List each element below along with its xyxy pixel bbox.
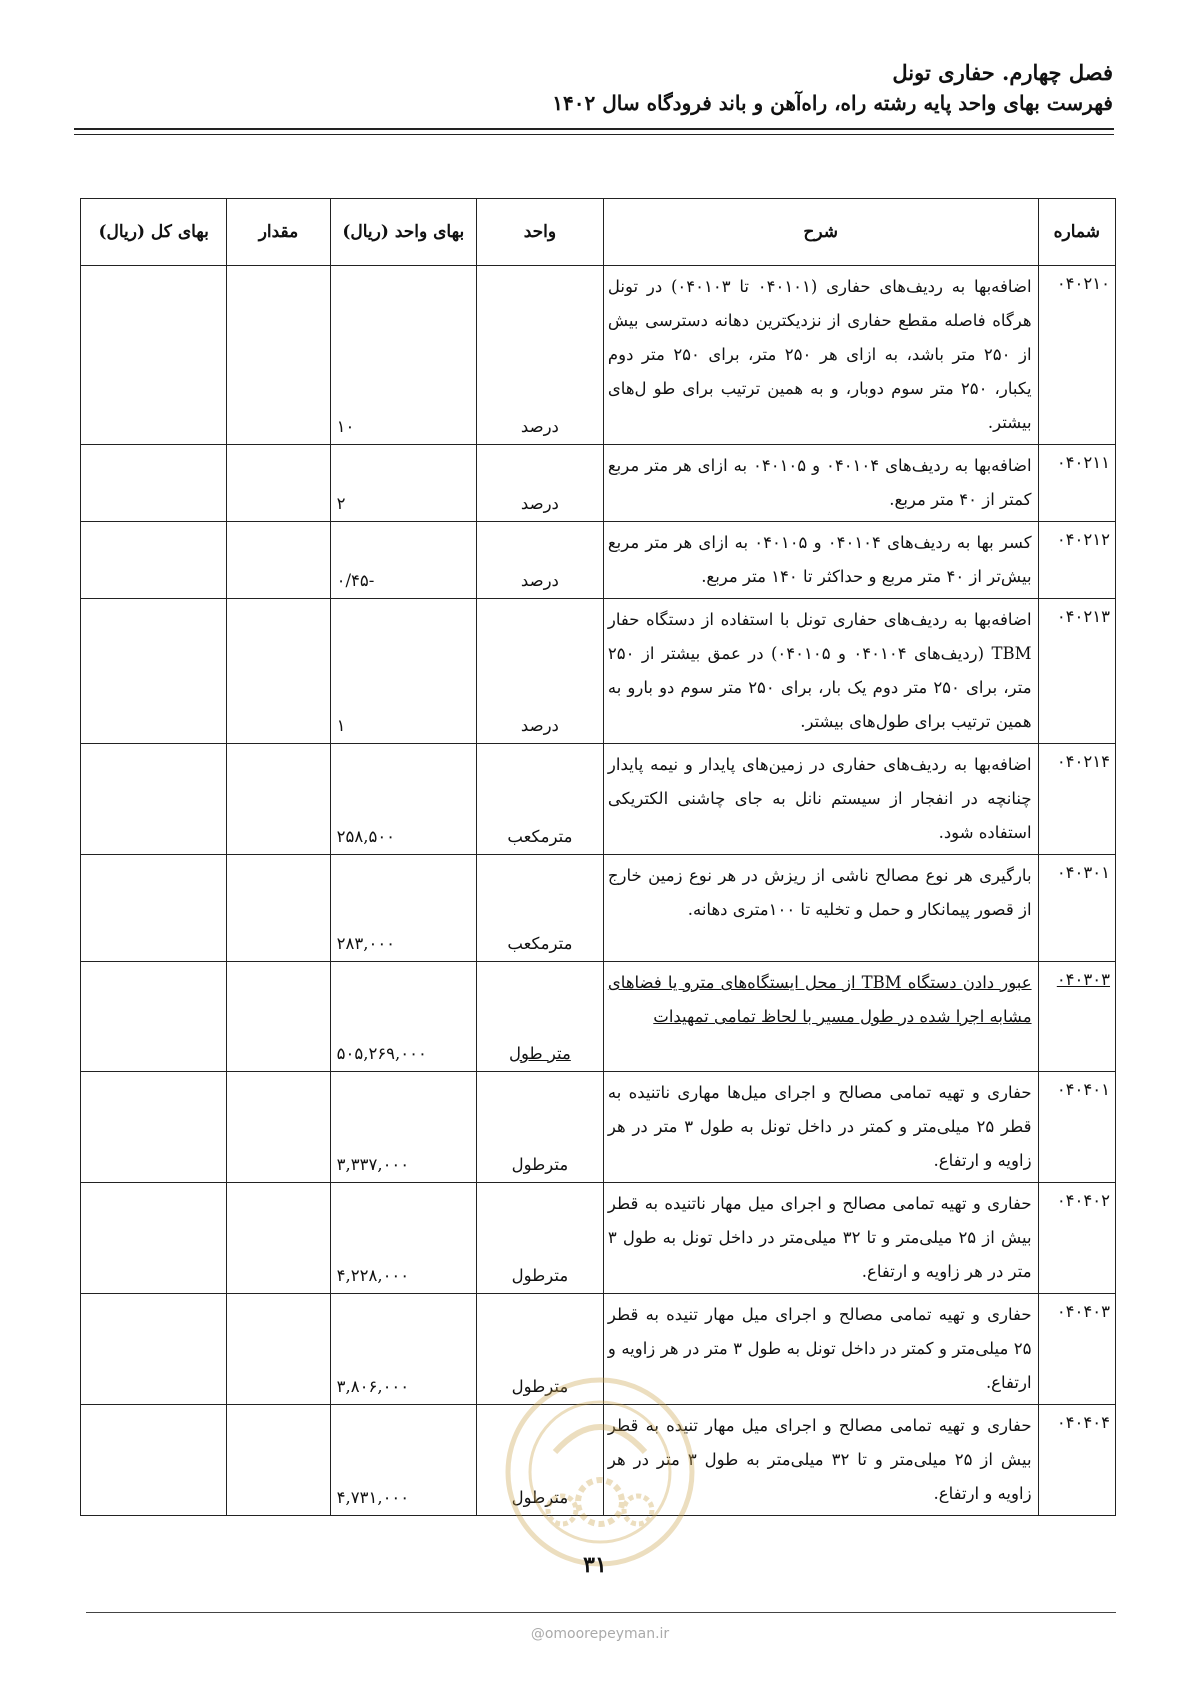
row-unit: درصد <box>476 445 603 522</box>
row-unit-price: ۳,۸۰۶,۰۰۰ <box>330 1294 476 1405</box>
footer-rule <box>86 1612 1116 1613</box>
table-row <box>81 744 1116 855</box>
row-total <box>81 599 227 744</box>
row-number: ۰۴۰۲۱۳ <box>1038 599 1115 744</box>
col-header-description: شرح <box>603 199 1038 266</box>
row-total <box>81 1072 227 1183</box>
row-total <box>81 1405 227 1516</box>
row-unit-price: ۵۰۵,۲۶۹,۰۰۰ <box>330 962 476 1072</box>
row-total <box>81 1183 227 1294</box>
row-unit-price: ۲۵۸,۵۰۰ <box>330 744 476 855</box>
row-description: اضافه‌بها به ردیف‌های حفاری در زمین‌های پایدار و نیمه پایدار چنانچه در انفجار از سیستم نانل به جای چاشنی الکتریکی استفاده شود. <box>603 744 1038 855</box>
row-number: ۰۴۰۲۱۰ <box>1038 266 1115 445</box>
price-table <box>80 198 1116 1516</box>
col-header-total: بهای کل (ریال) <box>81 199 227 266</box>
row-number: ۰۴۰۲۱۲ <box>1038 522 1115 599</box>
website-watermark: @omoorepeyman.ir <box>530 1626 670 1642</box>
table-row <box>81 266 1116 445</box>
row-unit-price: ۲۸۳,۰۰۰ <box>330 855 476 962</box>
row-number: ۰۴۰۳۰۱ <box>1038 855 1115 962</box>
row-quantity <box>227 1405 330 1516</box>
table-header-row <box>81 199 1116 266</box>
row-unit-price: ۳,۳۳۷,۰۰۰ <box>330 1072 476 1183</box>
row-number: ۰۴۰۴۰۳ <box>1038 1294 1115 1405</box>
table-row <box>81 522 1116 599</box>
row-unit: مترطول <box>476 1294 603 1405</box>
row-description: حفاری و تهیه تمامی مصالح و اجرای میل‌ها مهاری ناتنیده به قطر ۲۵ میلی‌متر و کمتر در داخل تونل به طول ۳ متر در هر زاویه و ارتفاع. <box>603 1072 1038 1183</box>
row-total <box>81 445 227 522</box>
col-header-unit-price: بهای واحد (ریال) <box>330 199 476 266</box>
row-unit: مترطول <box>476 1183 603 1294</box>
row-unit-price: ۲ <box>330 445 476 522</box>
row-unit: متر طول <box>476 962 603 1072</box>
row-unit-price: ۴,۷۳۱,۰۰۰ <box>330 1405 476 1516</box>
row-quantity <box>227 445 330 522</box>
row-number: ۰۴۰۴۰۴ <box>1038 1405 1115 1516</box>
col-header-number: شماره <box>1038 199 1115 266</box>
row-description: اضافه‌بها به ردیف‌های ۰۴۰۱۰۴ و ۰۴۰۱۰۵ به ازای هر متر مربع کمتر از ۴۰ متر مربع. <box>603 445 1038 522</box>
row-quantity <box>227 522 330 599</box>
row-unit-price: ۴,۲۲۸,۰۰۰ <box>330 1183 476 1294</box>
row-unit: مترمکعب <box>476 744 603 855</box>
row-total <box>81 962 227 1072</box>
row-description: حفاری و تهیه تمامی مصالح و اجرای میل مهار تنیده به قطر ۲۵ میلی‌متر و کمتر در داخل تونل به طول ۳ متر در هر زاویه و ارتفاع. <box>603 1294 1038 1405</box>
row-number: ۰۴۰۲۱۱ <box>1038 445 1115 522</box>
row-unit: مترطول <box>476 1072 603 1183</box>
row-quantity <box>227 599 330 744</box>
row-quantity <box>227 855 330 962</box>
row-quantity <box>227 962 330 1072</box>
row-quantity <box>227 744 330 855</box>
row-unit-price: -۰/۴۵ <box>330 522 476 599</box>
table-row <box>81 962 1116 1072</box>
table-row <box>81 445 1116 522</box>
row-total <box>81 266 227 445</box>
row-description: حفاری و تهیه تمامی مصالح و اجرای میل مهار تنیده به قطر بیش از ۲۵ میلی‌متر و تا ۳۲ میلی‌متر به طول ۳ متر در هر زاویه و ارتفاع. <box>603 1405 1038 1516</box>
header-rule-thick <box>74 128 1114 130</box>
watermark-seal-icon <box>500 1372 700 1572</box>
page-number: ۳۱ <box>583 1552 607 1578</box>
header-rule-thin <box>74 134 1114 135</box>
row-unit: مترمکعب <box>476 855 603 962</box>
row-number: ۰۴۰۴۰۲ <box>1038 1183 1115 1294</box>
chapter-title: فصل چهارم. حفاری تونل <box>892 60 1113 85</box>
row-description: اضافه‌بها به ردیف‌های حفاری تونل با استفاده از دستگاه حفار TBM (ردیف‌های ۰۴۰۱۰۴ و ۰۴۰۱۰۵) در عمق بیشتر از ۲۵۰ متر، برای ۲۵۰ متر دوم یک بار، برای ۲۵۰ متر سوم دو بارو به همین ترتیب برای طول‌های بیشتر. <box>603 599 1038 744</box>
row-description: کسر بها به ردیف‌های ۰۴۰۱۰۴ و ۰۴۰۱۰۵ به ازای هر متر مربع بیش‌تر از ۴۰ متر مربع و حداکثر تا ۱۴۰ متر مربع. <box>603 522 1038 599</box>
row-quantity <box>227 266 330 445</box>
table-row <box>81 1072 1116 1183</box>
col-header-quantity: مقدار <box>227 199 330 266</box>
row-unit: مترطول <box>476 1405 603 1516</box>
row-unit: درصد <box>476 266 603 445</box>
row-quantity <box>227 1294 330 1405</box>
row-unit-price: ۱ <box>330 599 476 744</box>
page-header <box>73 58 1113 118</box>
row-total <box>81 744 227 855</box>
table-row <box>81 855 1116 962</box>
row-unit: درصد <box>476 522 603 599</box>
row-number: ۰۴۰۲۱۴ <box>1038 744 1115 855</box>
row-quantity <box>227 1183 330 1294</box>
row-description: حفاری و تهیه تمامی مصالح و اجرای میل مهار ناتنیده به قطر بیش از ۲۵ میلی‌متر و تا ۳۲ میلی‌متر در داخل تونل به طول ۳ متر در هر زاویه و ارتفاع. <box>603 1183 1038 1294</box>
row-total <box>81 1294 227 1405</box>
row-unit: درصد <box>476 599 603 744</box>
col-header-unit: واحد <box>476 199 603 266</box>
document-title: فهرست بهای واحد پایه رشته راه، راه‌آهن و باند فرودگاه سال ۱۴۰۲ <box>552 91 1113 115</box>
row-unit-price: ۱۰ <box>330 266 476 445</box>
row-description: اضافه‌بها به ردیف‌های حفاری (۰۴۰۱۰۱ تا ۰۴۰۱۰۳) در تونل هرگاه فاصله مقطع حفاری از نزدیکترین دهانه دسترسی بیش از ۲۵۰ متر باشد، به ازای هر ۲۵۰ متر، برای ۲۵۰ متر دوم یکبار، ۲۵۰ متر سوم دوبار، و به همین ترتیب برای طو ل‌های بیشتر. <box>603 266 1038 445</box>
row-total <box>81 855 227 962</box>
row-description: عبور دادن دستگاه TBM از محل ایستگاه‌های مترو یا فضاهای مشابه اجرا شده در طول مسیر با لحاظ تمامی تمهیدات <box>603 962 1038 1072</box>
row-total <box>81 522 227 599</box>
row-quantity <box>227 1072 330 1183</box>
row-number: ۰۴۰۳۰۳ <box>1038 962 1115 1072</box>
table-row <box>81 1183 1116 1294</box>
table-row <box>81 599 1116 744</box>
row-description: بارگیری هر نوع مصالح ناشی از ریزش در هر نوع زمین خارج از قصور پیمانکار و حمل و تخلیه تا ۱۰۰متری دهانه. <box>603 855 1038 962</box>
row-number: ۰۴۰۴۰۱ <box>1038 1072 1115 1183</box>
